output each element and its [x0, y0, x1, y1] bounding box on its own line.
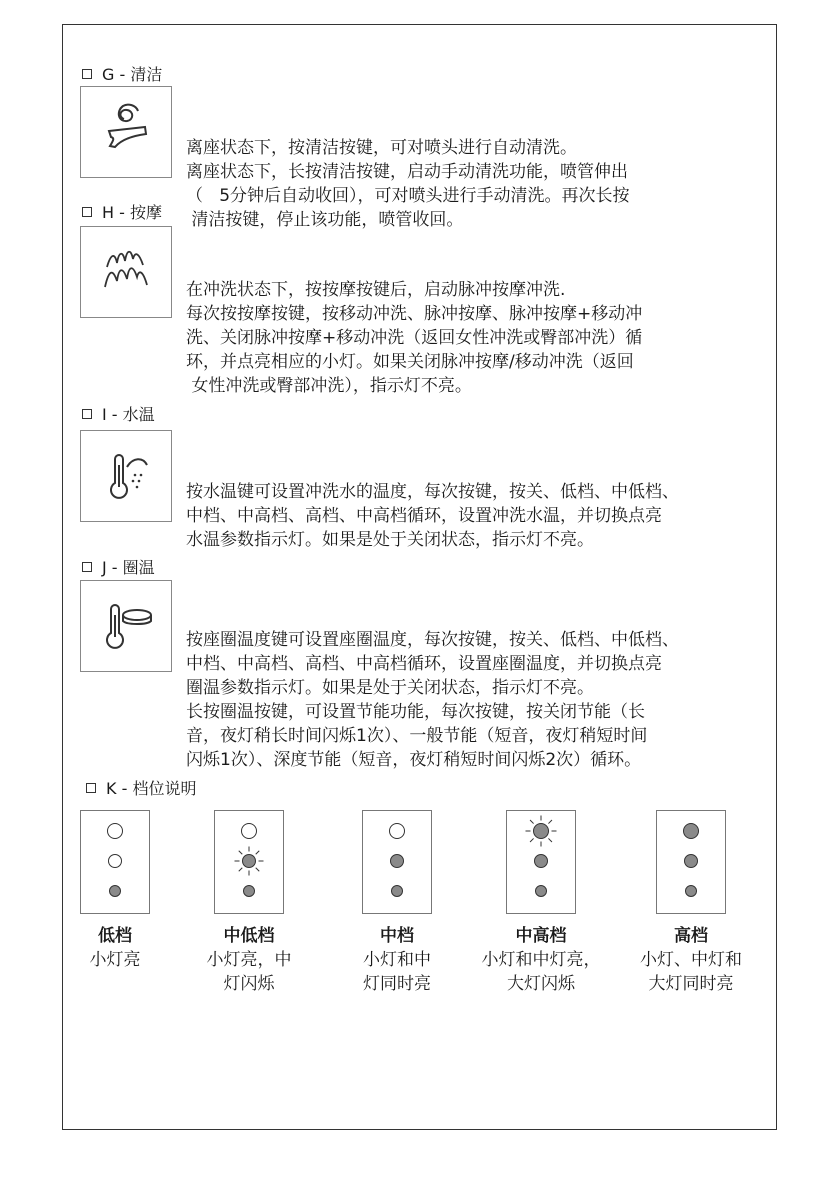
- level-name: 中档: [380, 926, 414, 946]
- section-g-title: G - 清洁: [82, 62, 162, 85]
- level-indicator-panel: [80, 810, 150, 914]
- section-k-title: K - 档位说明: [86, 776, 196, 799]
- seat-temperature-icon: [80, 580, 172, 672]
- light-off-icon: [242, 824, 257, 839]
- section-j-title: J - 圈温: [82, 555, 155, 578]
- light-off-icon: [108, 824, 123, 839]
- section-h-title: H - 按摩: [82, 200, 162, 223]
- light-off-icon: [109, 855, 122, 868]
- section-i-title: I - 水温: [82, 402, 155, 425]
- level-indicator-panel: [362, 810, 432, 914]
- level-indicator-panel: [506, 810, 576, 914]
- level-name: 高档: [674, 926, 708, 946]
- light-on-icon: [535, 855, 548, 868]
- section-j-text: 按座圈温度键可设置座圈温度，每次按键，按关、低档、中低档、 中档、中高档、高档、中高档循环，设置座圈温度，并切换点亮 圈温参数指示灯。如果是处于关闭状态，指示灯不亮。 长按圈温按键，可设置节能功能，每次按键，按关闭节能（长 音，夜灯稍长时间闪烁1次）、一般节能（短音，夜灯稍短时间 闪烁1次）、深度节能（短音，夜灯稍短时间闪烁2次）循环。: [186, 630, 679, 770]
- checkbox-icon: [82, 409, 92, 419]
- level-caption: [174, 924, 324, 996]
- level-description: 小灯亮: [89, 950, 141, 970]
- level-caption: [466, 924, 616, 996]
- checkbox-icon: [82, 69, 92, 79]
- level-name: 低档: [98, 926, 132, 946]
- level-caption: [40, 924, 190, 972]
- level-description: 小灯和中灯亮， 大灯闪烁: [481, 950, 601, 994]
- cleaning-icon: [80, 86, 172, 178]
- massage-icon: [80, 226, 172, 318]
- level-name: 中高档: [515, 926, 567, 946]
- checkbox-icon: [82, 562, 92, 572]
- light-on-icon: [685, 855, 698, 868]
- light-on-icon: [244, 886, 255, 897]
- light-on-icon: [392, 886, 403, 897]
- level-indicator-panel: [656, 810, 726, 914]
- level-caption: [616, 924, 766, 996]
- checkbox-icon: [82, 207, 92, 217]
- light-on-icon: [110, 886, 121, 897]
- level-description: 小灯亮，中 灯闪烁: [206, 950, 292, 994]
- level-caption: [322, 924, 472, 996]
- level-indicator-panel: [214, 810, 284, 914]
- light-flash-icon: [534, 824, 549, 839]
- level-description: 小灯、中灯和 大灯同时亮: [640, 950, 742, 994]
- checkbox-icon: [86, 783, 96, 793]
- light-off-icon: [390, 824, 405, 839]
- section-g-text: 离座状态下，按清洁按键，可对喷头进行自动清洗。 离座状态下，长按清洁按键，启动手动清洗功能，喷管伸出 （ 5分钟后自动收回），可对喷头进行手动清洗。再次长按 清洁按键，停止该功能，喷管收回。: [186, 138, 630, 230]
- light-on-icon: [536, 886, 547, 897]
- section-h-text: 在冲洗状态下，按按摩按键后，启动脉冲按摩冲洗. 每次按按摩按键，按移动冲洗、脉冲按摩、脉冲按摩+移动冲 洗、关闭脉冲按摩+移动冲洗（返回女性冲洗或臀部冲洗）循 环，并点亮相应的小灯。如果关闭脉冲按摩/移动冲洗（返回 女性冲洗或臀部冲洗），指示灯不亮。: [186, 280, 643, 396]
- light-flash-icon: [243, 855, 256, 868]
- light-on-icon: [686, 886, 697, 897]
- level-description: 小灯和中 灯同时亮: [363, 950, 431, 994]
- light-on-icon: [684, 824, 699, 839]
- section-i-text: 按水温键可设置冲洗水的温度，每次按键，按关、低档、中低档、 中档、中高档、高档、中高档循环，设置冲洗水温，并切换点亮 水温参数指示灯。如果是处于关闭状态，指示灯不亮。: [186, 482, 679, 550]
- water-temperature-icon: [80, 430, 172, 522]
- level-name: 中低档: [223, 926, 275, 946]
- light-on-icon: [391, 855, 404, 868]
